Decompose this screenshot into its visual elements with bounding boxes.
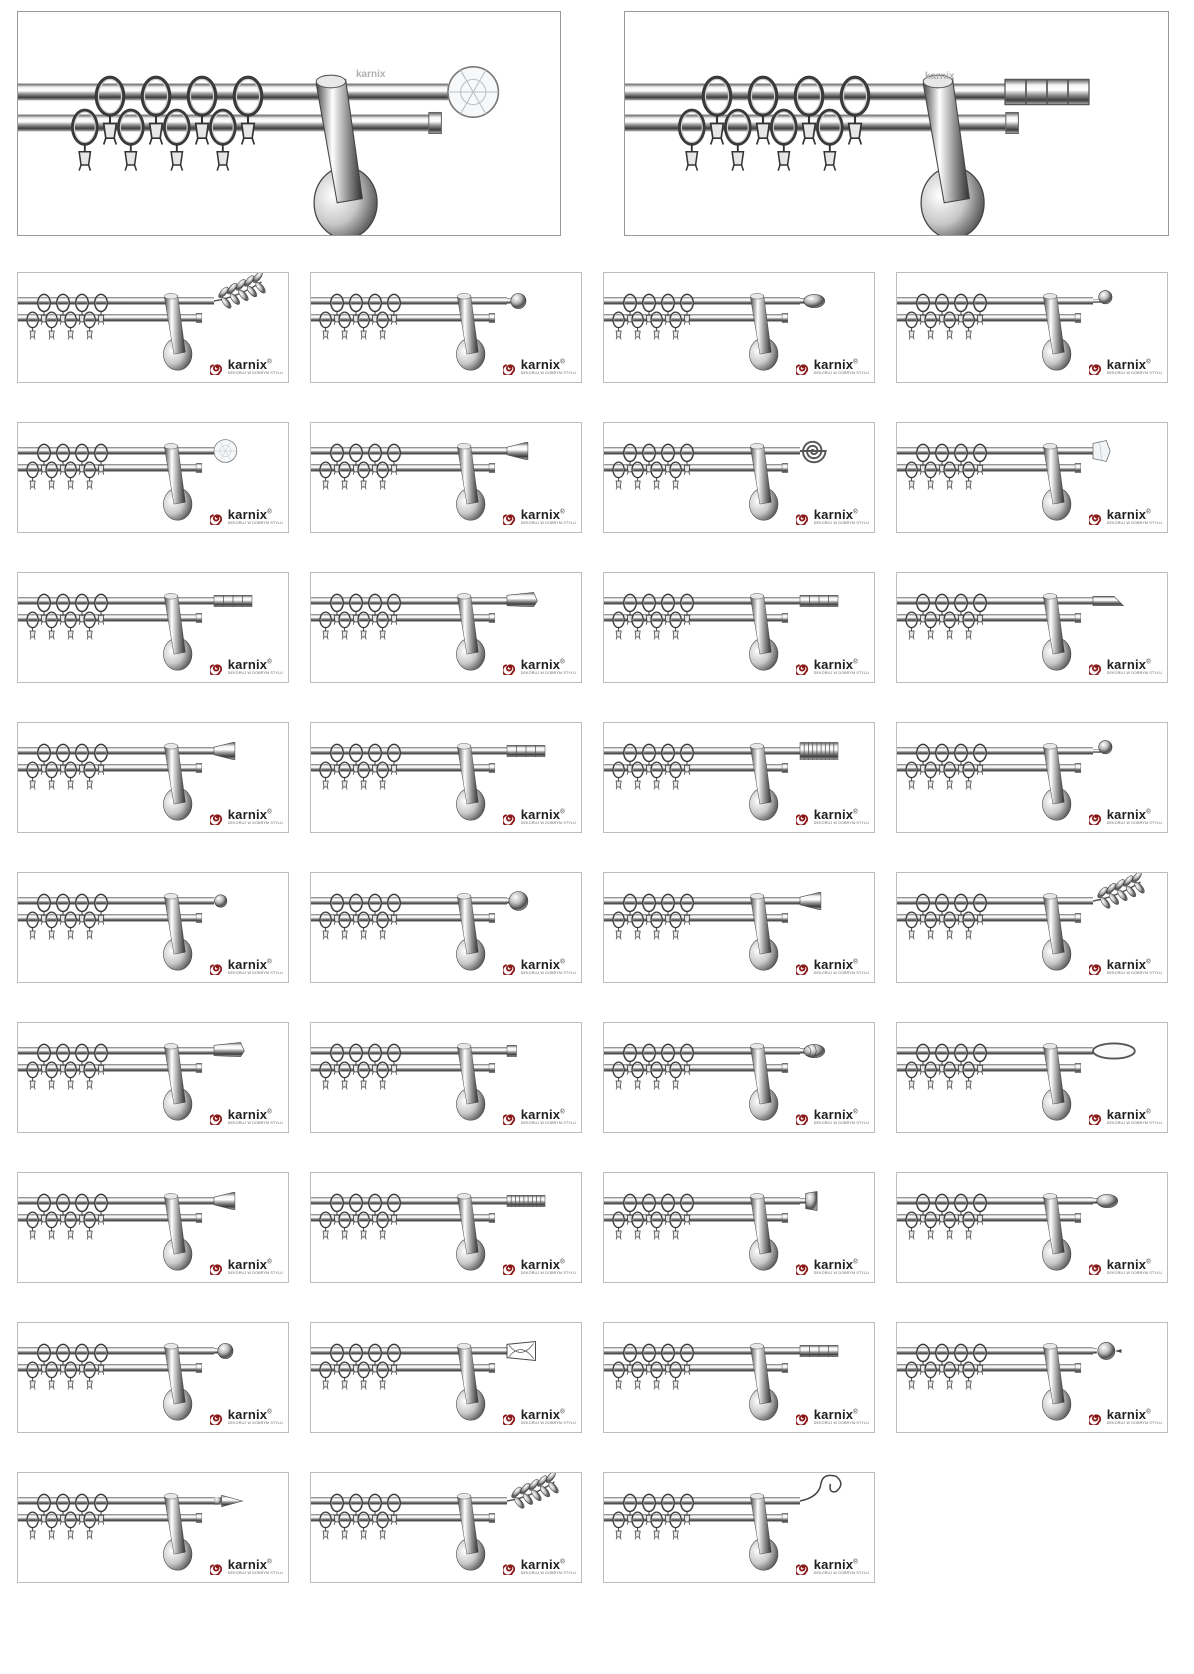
karnix-logo [210, 1408, 283, 1426]
brand-name: karnix® [1106, 1407, 1151, 1423]
hero-product-1[interactable] [17, 11, 561, 236]
brand-name: karnix® [520, 657, 565, 673]
karnix-spiral-icon [1089, 810, 1104, 825]
karnix-spiral-icon [503, 660, 518, 675]
karnix-logo [503, 658, 576, 676]
karnix-spiral-icon [210, 960, 225, 975]
karnix-logo [796, 1558, 869, 1576]
product-tile-flared-cone[interactable] [310, 422, 582, 533]
product-tile-leaf-cluster[interactable] [310, 1472, 582, 1583]
brand-name: karnix® [1106, 357, 1151, 373]
karnix-logo [1089, 508, 1162, 526]
karnix-spiral-icon [796, 1110, 811, 1125]
karnix-spiral-icon [1089, 360, 1104, 375]
karnix-spiral-icon [210, 1260, 225, 1275]
brand-tagline: DEKORUJ W DOBRYM STYLU [813, 821, 869, 826]
karnix-logo [503, 1108, 576, 1126]
karnix-spiral-icon [796, 510, 811, 525]
karnix-logo [796, 1108, 869, 1126]
karnix-logo [796, 508, 869, 526]
brand-name: karnix® [813, 807, 858, 823]
karnix-spiral-icon [796, 1560, 811, 1575]
product-tile-ball-on-stem[interactable] [896, 722, 1168, 833]
karnix-spiral-icon [210, 510, 225, 525]
product-tile-oval-knob[interactable] [896, 1172, 1168, 1283]
karnix-spiral-icon [503, 510, 518, 525]
karnix-logo [796, 1408, 869, 1426]
brand-tagline: DEKORUJ W DOBRYM STYLU [520, 371, 576, 376]
karnix-logo [210, 658, 283, 676]
product-tile-wedge-cone[interactable] [17, 1022, 289, 1133]
product-tile-bell[interactable] [603, 872, 875, 983]
brand-name: karnix® [227, 1107, 272, 1123]
brand-name: karnix® [227, 657, 272, 673]
karnix-logo [210, 1258, 283, 1276]
brand-tagline: DEKORUJ W DOBRYM STYLU [520, 971, 576, 976]
product-tile-open-ellipse[interactable] [896, 1022, 1168, 1133]
brand-tagline: DEKORUJ W DOBRYM STYLU [227, 671, 283, 676]
karnix-spiral-icon [796, 1260, 811, 1275]
karnix-logo [796, 958, 869, 976]
product-tile-spike[interactable] [17, 1472, 289, 1583]
brand-name: karnix® [520, 357, 565, 373]
product-tile-grooved-end[interactable] [603, 1322, 875, 1433]
brand-name: karnix® [813, 357, 858, 373]
product-tile-small-ball[interactable] [17, 872, 289, 983]
karnix-spiral-icon [1089, 1260, 1104, 1275]
brand-name: karnix® [227, 507, 272, 523]
product-tile-spiral[interactable] [603, 422, 875, 533]
karnix-logo [796, 808, 869, 826]
brand-tagline: DEKORUJ W DOBRYM STYLU [813, 1121, 869, 1126]
brand-tagline: DEKORUJ W DOBRYM STYLU [1106, 1271, 1162, 1276]
karnix-logo [210, 958, 283, 976]
karnix-spiral-icon [210, 660, 225, 675]
karnix-logo [210, 1558, 283, 1576]
karnix-spiral-icon [503, 960, 518, 975]
karnix-logo [1089, 358, 1162, 376]
brand-name: karnix® [520, 1257, 565, 1273]
karnix-logo [1089, 658, 1162, 676]
brand-name: karnix® [1106, 807, 1151, 823]
brand-name: karnix® [1106, 957, 1151, 973]
brand-name: karnix® [1106, 1257, 1151, 1273]
brand-tagline: DEKORUJ W DOBRYM STYLU [520, 671, 576, 676]
karnix-logo [796, 358, 869, 376]
karnix-spiral-icon [210, 1560, 225, 1575]
karnix-logo [1089, 808, 1162, 826]
product-tile-leaf-sprig[interactable] [896, 872, 1168, 983]
karnix-logo [503, 508, 576, 526]
product-tile-banded-cylinder[interactable] [603, 572, 875, 683]
product-tile-acorn-bud[interactable] [603, 272, 875, 383]
karnix-logo [1089, 1108, 1162, 1126]
brand-tagline: DEKORUJ W DOBRYM STYLU [227, 371, 283, 376]
brand-tagline: DEKORUJ W DOBRYM STYLU [813, 1571, 869, 1576]
brand-tagline: DEKORUJ W DOBRYM STYLU [227, 521, 283, 526]
brand-tagline: DEKORUJ W DOBRYM STYLU [227, 971, 283, 976]
brand-tagline: DEKORUJ W DOBRYM STYLU [813, 1421, 869, 1426]
product-tile-angled-cut[interactable] [896, 572, 1168, 683]
product-tile-ringed-cylinder[interactable] [310, 722, 582, 833]
brand-name: karnix® [1106, 657, 1151, 673]
karnix-spiral-icon [1089, 1110, 1104, 1125]
hero-brand-watermark: karnix [356, 69, 386, 80]
karnix-logo [796, 1258, 869, 1276]
brand-name: karnix® [520, 1107, 565, 1123]
brand-name: karnix® [520, 1407, 565, 1423]
brand-name: karnix® [1106, 1107, 1151, 1123]
karnix-logo [210, 508, 283, 526]
brand-tagline: DEKORUJ W DOBRYM STYLU [813, 671, 869, 676]
brand-tagline: DEKORUJ W DOBRYM STYLU [520, 1121, 576, 1126]
brand-name: karnix® [813, 1557, 858, 1573]
karnix-logo [796, 658, 869, 676]
karnix-spiral-icon [503, 1410, 518, 1425]
karnix-spiral-icon [1089, 960, 1104, 975]
brand-name: karnix® [227, 957, 272, 973]
hero-brand-watermark: karnix [925, 71, 955, 82]
brand-tagline: DEKORUJ W DOBRYM STYLU [1106, 971, 1162, 976]
karnix-logo [503, 1558, 576, 1576]
brand-tagline: DEKORUJ W DOBRYM STYLU [520, 1421, 576, 1426]
karnix-spiral-icon [1089, 1410, 1104, 1425]
brand-name: karnix® [813, 957, 858, 973]
product-tile-globe-spire[interactable] [896, 1322, 1168, 1433]
karnix-spiral-icon [503, 360, 518, 375]
karnix-logo [503, 1258, 576, 1276]
product-tile-grooved-cylinder[interactable] [17, 572, 289, 683]
brand-name: karnix® [227, 357, 272, 373]
product-tile-ribbed-acorn[interactable] [603, 1022, 875, 1133]
brand-name: karnix® [227, 1557, 272, 1573]
product-tile-ball[interactable] [310, 272, 582, 383]
brand-name: karnix® [227, 807, 272, 823]
product-tile-ribbed-cylinder[interactable] [310, 1172, 582, 1283]
product-tile-ball[interactable] [17, 1322, 289, 1433]
brand-tagline: DEKORUJ W DOBRYM STYLU [520, 521, 576, 526]
product-tile-crystal-cube[interactable] [896, 422, 1168, 533]
product-tile-end-cap[interactable] [310, 1022, 582, 1133]
brand-tagline: DEKORUJ W DOBRYM STYLU [1106, 671, 1162, 676]
brand-tagline: DEKORUJ W DOBRYM STYLU [813, 971, 869, 976]
brand-name: karnix® [520, 807, 565, 823]
karnix-spiral-icon [503, 1110, 518, 1125]
product-tile-scroll-curl[interactable] [603, 1472, 875, 1583]
karnix-spiral-icon [796, 1410, 811, 1425]
karnix-logo [1089, 1408, 1162, 1426]
brand-name: karnix® [227, 1257, 272, 1273]
brand-tagline: DEKORUJ W DOBRYM STYLU [813, 371, 869, 376]
brand-name: karnix® [520, 507, 565, 523]
brand-tagline: DEKORUJ W DOBRYM STYLU [1106, 521, 1162, 526]
karnix-logo [503, 1408, 576, 1426]
brand-tagline: DEKORUJ W DOBRYM STYLU [227, 1421, 283, 1426]
karnix-spiral-icon [503, 1560, 518, 1575]
karnix-logo [503, 808, 576, 826]
brand-name: karnix® [813, 507, 858, 523]
product-tile-tapered-cone[interactable] [310, 572, 582, 683]
karnix-spiral-icon [210, 360, 225, 375]
brand-tagline: DEKORUJ W DOBRYM STYLU [813, 1271, 869, 1276]
product-tile-crystal-ball[interactable] [17, 422, 289, 533]
karnix-logo [210, 808, 283, 826]
brand-tagline: DEKORUJ W DOBRYM STYLU [520, 1571, 576, 1576]
brand-name: karnix® [520, 1557, 565, 1573]
karnix-spiral-icon [796, 660, 811, 675]
karnix-logo [210, 358, 283, 376]
brand-tagline: DEKORUJ W DOBRYM STYLU [227, 1571, 283, 1576]
product-tile-pyramid-cap[interactable] [603, 1172, 875, 1283]
brand-tagline: DEKORUJ W DOBRYM STYLU [1106, 821, 1162, 826]
karnix-spiral-icon [796, 960, 811, 975]
product-tile-trumpet[interactable] [17, 1172, 289, 1283]
karnix-spiral-icon [796, 810, 811, 825]
product-tile-large-ball[interactable] [310, 872, 582, 983]
karnix-logo [503, 958, 576, 976]
karnix-spiral-icon [503, 1260, 518, 1275]
karnix-logo [1089, 1258, 1162, 1276]
brand-tagline: DEKORUJ W DOBRYM STYLU [1106, 1421, 1162, 1426]
product-tile-ball-on-stem[interactable] [896, 272, 1168, 383]
brand-name: karnix® [813, 1107, 858, 1123]
brand-name: karnix® [1106, 507, 1151, 523]
brand-tagline: DEKORUJ W DOBRYM STYLU [227, 821, 283, 826]
brand-name: karnix® [813, 1257, 858, 1273]
karnix-spiral-icon [210, 1110, 225, 1125]
brand-name: karnix® [520, 957, 565, 973]
karnix-spiral-icon [210, 810, 225, 825]
product-tile-trumpet[interactable] [17, 722, 289, 833]
brand-tagline: DEKORUJ W DOBRYM STYLU [227, 1121, 283, 1126]
karnix-spiral-icon [1089, 510, 1104, 525]
karnix-spiral-icon [503, 810, 518, 825]
brand-name: karnix® [227, 1407, 272, 1423]
karnix-spiral-icon [1089, 660, 1104, 675]
brand-tagline: DEKORUJ W DOBRYM STYLU [1106, 371, 1162, 376]
brand-tagline: DEKORUJ W DOBRYM STYLU [1106, 1121, 1162, 1126]
karnix-logo [210, 1108, 283, 1126]
karnix-logo [503, 358, 576, 376]
karnix-spiral-icon [796, 360, 811, 375]
hero-product-2[interactable] [624, 11, 1169, 236]
product-tile-ribbed-barrel[interactable] [603, 722, 875, 833]
product-tile-twisted-cage[interactable] [310, 1322, 582, 1433]
product-tile-leaf-branch[interactable] [17, 272, 289, 383]
brand-tagline: DEKORUJ W DOBRYM STYLU [227, 1271, 283, 1276]
brand-name: karnix® [813, 1407, 858, 1423]
brand-tagline: DEKORUJ W DOBRYM STYLU [813, 521, 869, 526]
brand-name: karnix® [813, 657, 858, 673]
karnix-spiral-icon [210, 1410, 225, 1425]
karnix-logo [1089, 958, 1162, 976]
brand-tagline: DEKORUJ W DOBRYM STYLU [520, 821, 576, 826]
brand-tagline: DEKORUJ W DOBRYM STYLU [520, 1271, 576, 1276]
